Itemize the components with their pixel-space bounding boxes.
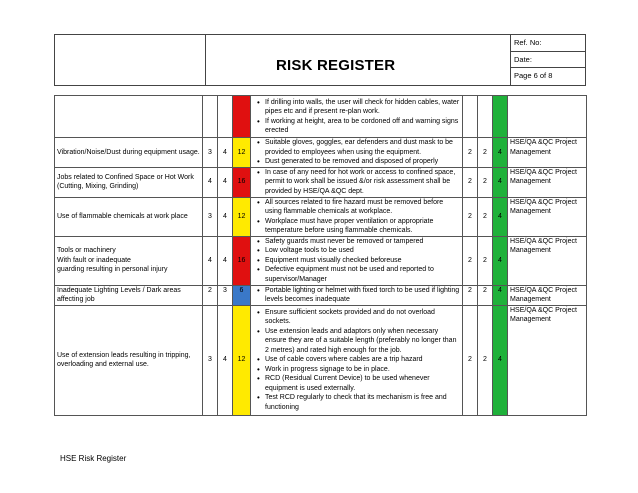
residual-likelihood-cell: 2 <box>463 305 478 415</box>
controls-cell <box>251 96 463 138</box>
risk-rating-cell: 16 <box>233 236 251 285</box>
severity-cell: 4 <box>218 167 233 197</box>
residual-severity-cell: 2 <box>478 285 493 305</box>
severity-cell: 4 <box>218 236 233 285</box>
control-item: • If drilling into walls, the user will check for hidden cables, water pipes etc and if present re-plan work. <box>265 98 460 117</box>
responsible-cell: HSE/QA &QC Project Management <box>508 197 587 236</box>
date-label: Date: <box>514 54 532 64</box>
document-header <box>54 34 586 86</box>
table-row <box>55 285 587 305</box>
controls-cell <box>251 167 463 197</box>
likelihood-cell: 4 <box>203 167 218 197</box>
control-item: • Use extension leads and adaptors only when necessary ensure they are of a suitable length (preferably no longer than 2 metres) and rated high enough for the job. <box>265 327 460 356</box>
severity-cell: 4 <box>218 305 233 415</box>
residual-likelihood-cell: 2 <box>463 285 478 305</box>
risk-rating-cell: 12 <box>233 138 251 168</box>
controls-cell <box>251 285 463 305</box>
risk-rating-cell: 16 <box>233 167 251 197</box>
responsible-cell: HSE/QA &QC Project Management <box>508 285 587 305</box>
likelihood-cell: 3 <box>203 305 218 415</box>
controls-cell <box>251 138 463 168</box>
control-item: • Low voltage tools to be used <box>265 246 460 256</box>
control-item: • Equipment must visually checked beforeuse <box>265 256 460 266</box>
responsible-cell: HSE/QA &QC Project Management <box>508 305 587 415</box>
controls-cell <box>251 236 463 285</box>
control-item: • Use of cable covers where cables are a trip hazard <box>265 355 460 365</box>
residual-likelihood-cell <box>463 96 478 138</box>
controls-cell <box>251 197 463 236</box>
responsible-cell <box>508 96 587 138</box>
document-title: RISK REGISTER <box>276 57 396 74</box>
hazard-cell: Vibration/Noise/Dust during equipment usage. <box>55 138 203 168</box>
risk-rating-cell: 12 <box>233 197 251 236</box>
residual-severity-cell: 2 <box>478 236 493 285</box>
hazard-cell: Tools or machinery With fault or inadequate guarding resulting in personal injury <box>55 236 203 285</box>
page-number: Page 6 of 8 <box>514 71 553 81</box>
responsible-cell: HSE/QA &QC Project Management <box>508 236 587 285</box>
residual-severity-cell: 2 <box>478 167 493 197</box>
severity-cell <box>218 96 233 138</box>
residual-likelihood-cell: 2 <box>463 197 478 236</box>
hazard-cell: Use of flammable chemicals at work place <box>55 197 203 236</box>
residual-risk-cell <box>493 96 508 138</box>
residual-likelihood-cell: 2 <box>463 167 478 197</box>
ref-label: Ref. No: <box>514 38 542 47</box>
control-item: • Workplace must have proper ventilation or appropriate temperature before using flammable chemicals. <box>265 217 460 236</box>
residual-likelihood-cell: 2 <box>463 236 478 285</box>
control-item: • Work in progress signage to be in place. <box>265 365 460 375</box>
residual-risk-cell: 4 <box>493 197 508 236</box>
controls-cell <box>251 305 463 415</box>
residual-severity-cell: 2 <box>478 138 493 168</box>
residual-risk-cell: 4 <box>493 285 508 305</box>
ref-row <box>511 35 585 52</box>
table-row <box>55 167 587 197</box>
severity-cell: 4 <box>218 138 233 168</box>
risk-rating-cell <box>233 96 251 138</box>
hazard-cell: Inadequate Lighting Levels / Dark areas affecting job <box>55 285 203 305</box>
title-cell <box>205 35 511 85</box>
risk-rating-cell: 6 <box>233 285 251 305</box>
control-item: • Portable lighting or helmet with fixed torch to be used if lighting levels becomes inadequate <box>265 286 460 305</box>
page-row <box>511 68 585 85</box>
control-item: • RCD (Residual Current Device) to be used whenever equipment is used externally. <box>265 374 460 393</box>
table-row <box>55 305 587 415</box>
table-row <box>55 138 587 168</box>
control-item: • If working at height, area to be cordoned off and warning signs erected <box>265 117 460 136</box>
hazard-cell: Use of extension leads resulting in tripping, overloading and external use. <box>55 305 203 415</box>
severity-cell: 4 <box>218 197 233 236</box>
residual-risk-cell: 4 <box>493 167 508 197</box>
control-item: • Test RCD regularly to check that its mechanism is free and functioning <box>265 393 460 412</box>
likelihood-cell: 4 <box>203 236 218 285</box>
risk-register-table <box>54 95 587 416</box>
residual-risk-cell: 4 <box>493 236 508 285</box>
likelihood-cell <box>203 96 218 138</box>
table-row <box>55 197 587 236</box>
residual-severity-cell: 2 <box>478 197 493 236</box>
page-footer: HSE Risk Register <box>60 454 127 463</box>
responsible-cell: HSE/QA &QC Project Management <box>508 167 587 197</box>
residual-risk-cell: 4 <box>493 138 508 168</box>
hazard-cell: Jobs related to Confined Space or Hot Work (Cutting, Mixing, Grinding) <box>55 167 203 197</box>
responsible-cell: HSE/QA &QC Project Management <box>508 138 587 168</box>
control-item: • All sources related to fire hazard must be removed before using flammable chemicals at workplace. <box>265 198 460 217</box>
table-row <box>55 236 587 285</box>
control-item: • Safety guards must never be removed or tampered <box>265 237 460 247</box>
risk-rating-cell: 12 <box>233 305 251 415</box>
risk-register-body <box>55 96 587 416</box>
table-row <box>55 96 587 138</box>
likelihood-cell: 2 <box>203 285 218 305</box>
residual-risk-cell: 4 <box>493 305 508 415</box>
likelihood-cell: 3 <box>203 138 218 168</box>
control-item: • In case of any need for hot work or access to confined space, permit to work shall be issued &/or risk assessment shall be provided by HSE/QA &QC dept. <box>265 168 460 197</box>
control-item: • Suitable gloves, goggles, ear defenders and dust mask to be provided to employees when using the equipment. <box>265 138 460 157</box>
likelihood-cell: 3 <box>203 197 218 236</box>
residual-likelihood-cell: 2 <box>463 138 478 168</box>
date-row <box>511 52 585 69</box>
control-item: • Ensure sufficient sockets provided and do not overload sockets. <box>265 308 460 327</box>
control-item: • Defective equipment must not be used and reported to supervisor/Manager <box>265 265 460 284</box>
residual-severity-cell: 2 <box>478 305 493 415</box>
hazard-cell <box>55 96 203 138</box>
severity-cell: 3 <box>218 285 233 305</box>
residual-severity-cell <box>478 96 493 138</box>
control-item: • Dust generated to be removed and disposed of properly <box>265 157 460 167</box>
meta-cell <box>511 35 585 85</box>
